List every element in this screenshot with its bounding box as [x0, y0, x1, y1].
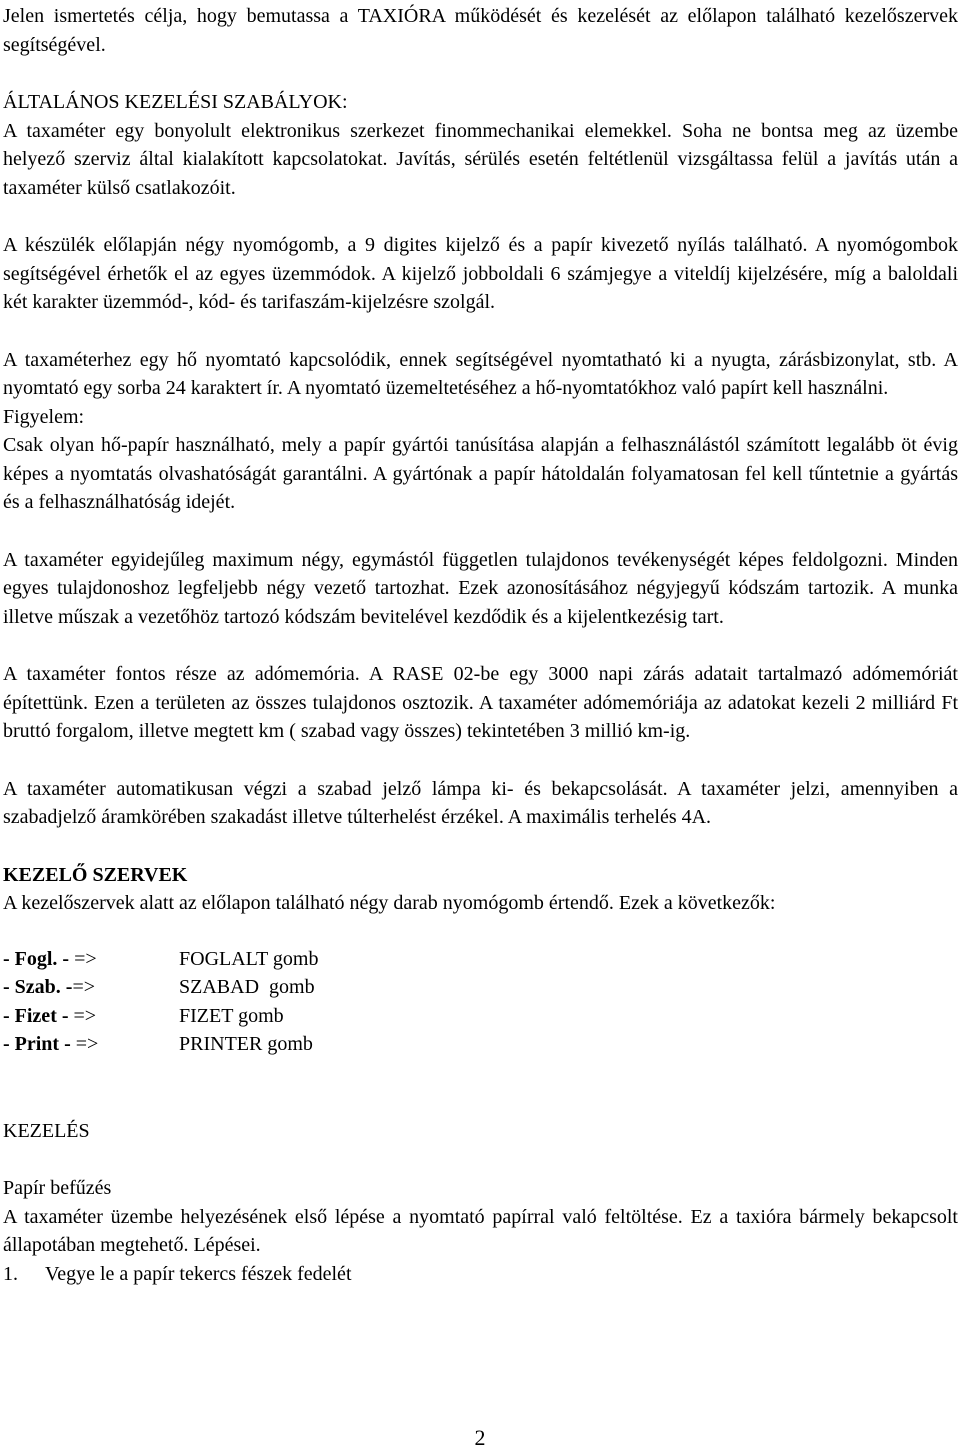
control-item-print — [3, 1030, 958, 1059]
control-key: - Print - — [3, 1033, 76, 1055]
control-arrow: => — [73, 1004, 97, 1027]
general-rules-heading: ÁLTALÁNOS KEZELÉSI SZABÁLYOK: — [3, 91, 348, 113]
control-arrow: => — [74, 947, 97, 970]
printer-paragraph: A taxaméterhez egy hő nyomtató kapcsolódik, ennek segítségével nyomtatható ki a nyugta, zárásbizonylat, stb. A nyomtató egy sorba 24 karaktert ír. A nyomtató üzemeltetéséhez a hő-nyomtatókhoz való papírt kell használni. — [3, 348, 958, 399]
step-item — [3, 1260, 958, 1289]
control-value: FOGLALT gomb — [179, 947, 319, 970]
controls-intro: A kezelőszervek alatt az előlapon található négy darab nyomógomb értendő. Ezek a következők: — [3, 892, 776, 914]
control-value: PRINTER gomb — [179, 1033, 313, 1055]
general-rules-text: A taxaméter egy bonyolult elektronikus szerkezet finommechanikai elemekkel. Soha ne bontsa meg az üzembe helyező szerviz által kialakított kapcsolatokat. Javítás, sérülés esetén feltétlenül vizsgáltassa felül a javítás után a taxaméter külső csatlakozóit. — [3, 119, 958, 199]
control-key: - Fizet - — [3, 1004, 74, 1027]
controls-list — [3, 945, 958, 1059]
control-value: SZABAD gomb — [179, 976, 315, 998]
control-item-szab — [3, 973, 958, 1002]
control-arrow: => — [75, 1033, 99, 1055]
page-content — [3, 2, 958, 1288]
control-arrow: => — [72, 976, 96, 998]
operation-text: A taxaméter üzembe helyezésének első lépése a nyomtató papírral való feltöltése. Ez a taxióra bármely bekapcsolt állapotában megtehető. Lépései. — [3, 1205, 958, 1256]
control-key: - Fogl. - — [3, 947, 75, 970]
control-item-fogl — [3, 945, 958, 974]
page-number: 2 — [474, 1425, 486, 1450]
lamp-paragraph: A taxaméter automatikusan végzi a szabad jelző lámpa ki- és bekapcsolását. A taxaméter jelzi, amennyiben a szabadjelző áramkörében szakadást illetve túlterhelést érzékel. A maximális terhelés 4A. — [3, 777, 958, 828]
control-value: FIZET gomb — [179, 1004, 284, 1027]
warning-label: Figyelem: — [3, 405, 85, 428]
intro-paragraph: Jelen ismertetés célja, hogy bemutassa a TAXIÓRA működését és kezelését az előlapon található kezelőszervek segítségével. — [3, 5, 958, 56]
controls-heading: KEZELŐ SZERVEK — [3, 863, 188, 886]
control-key: - Szab. - — [3, 976, 73, 998]
operation-subheading: Papír befűzés — [3, 1177, 112, 1199]
warning-text: Csak olyan hő-papír használható, mely a papír gyártói tanúsítása alapján a felhasználástól számított legalább öt évig képes a nyomtatás olvashatóságát garantálni. A gyártónak a papír hátoldalán folyamatosan fel kell tűntetnie a gyártás és a felhasználhatóság idejét. — [3, 434, 958, 513]
step-number: 1. — [3, 1262, 18, 1285]
memory-paragraph: A taxaméter fontos része az adómemória. A RASE 02-be egy 3000 napi zárás adatait tartalmazó adómemóriát építettünk. Ezen a területen az összes tulajdonos osztozik. A taxaméter adómemóriája az adatokat kezeli 2 milliárd Ft bruttó forgalom, illetve megtett km ( szabad vagy összes) tekintetében 3 millió km-ig. — [3, 663, 958, 742]
control-item-fizet — [3, 1002, 958, 1031]
step-text: Vegye le a papír tekercs fészek fedelét — [45, 1262, 352, 1285]
front-panel-paragraph: A készülék előlapján négy nyomógomb, a 9 digites kijelző és a papír kivezető nyílás található. A nyomógombok segítségével érhetők el az egyes üzemmódok. A kijelző jobboldali 6 számjegye a viteldíj kijelzésére, míg a baloldali két karakter üzemmód-, kód- és tarifaszám-kijelzésre szolgál. — [3, 234, 958, 313]
operation-heading: KEZELÉS — [3, 1119, 90, 1142]
owners-paragraph: A taxaméter egyidejűleg maximum négy, egymástól független tulajdonos tevékenységét képes feldolgozni. Minden egyes tulajdonoshoz legfeljebb négy vezető tartozhat. Ezek azonosításához négyjegyű kódszám tartozik. A munka illetve műszak a vezetőhöz tartozó kódszám bevitelével kezdődik és a kijelentkezésig tart. — [3, 548, 958, 628]
